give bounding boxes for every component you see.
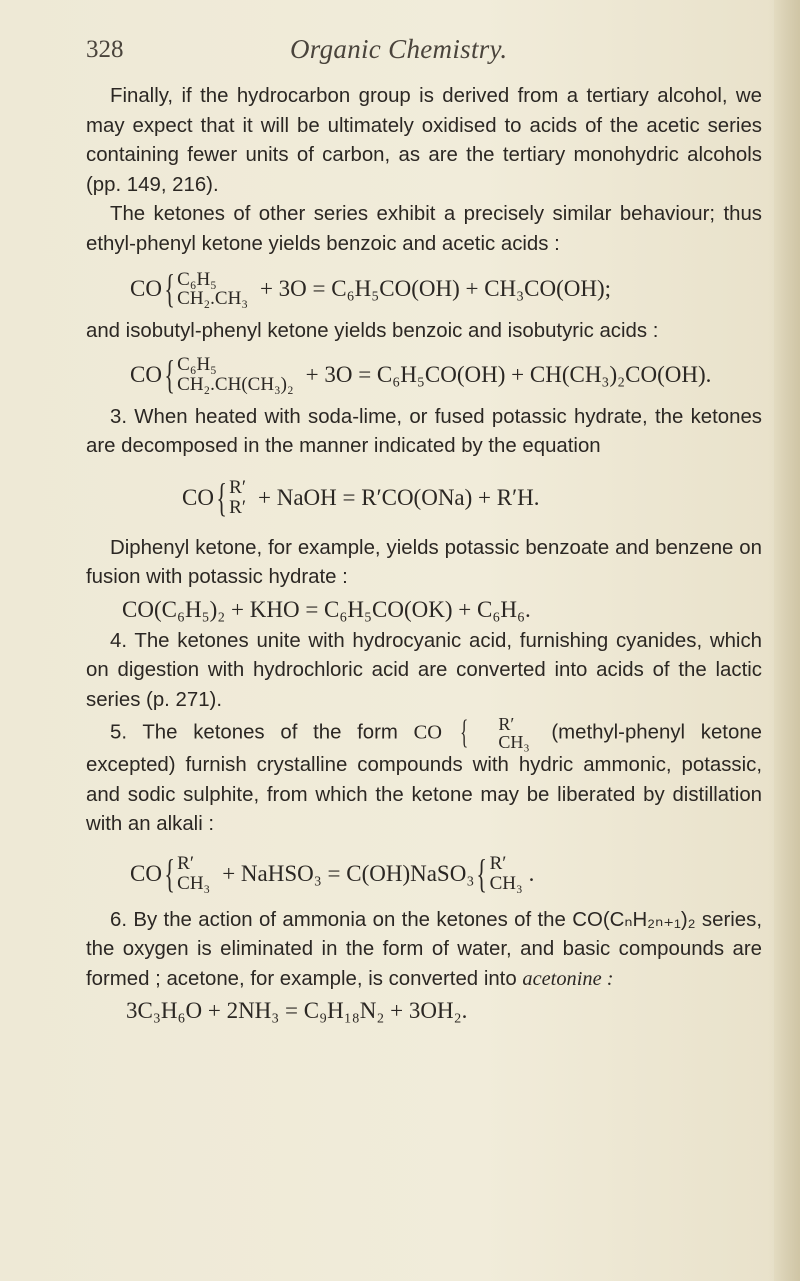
body-text — [86, 82, 762, 1028]
eq5-bottom: CH₃ — [177, 872, 211, 894]
running-head: Organic Chemistry. — [290, 34, 508, 64]
eq2-top: C₆H₅ — [177, 354, 217, 376]
eq1-top: C₆H₅ — [177, 268, 217, 290]
brace-glyph: { — [460, 714, 469, 752]
equation-acetonine: 3C₃H₆O + 2NH₃ = C₉H₁₈N₂ + 3OH₂. — [126, 998, 468, 1024]
eq5-top: R′ — [177, 853, 194, 875]
eq3-rest: + NaOH = R′CO(ONa) + R′H. — [258, 484, 540, 510]
para7-co: CO — [413, 721, 442, 744]
equation-diphenyl-ketone: CO(C₆H₅)₂ + KHO = C₆H₅CO(OK) + C₆H₆. — [122, 596, 531, 622]
brace-glyph: { — [164, 266, 175, 311]
brace-glyph: { — [476, 850, 488, 896]
para7-top: R′ — [498, 714, 515, 734]
para7-bottom: CH₃ — [498, 732, 530, 752]
eq5-middle: + NaHSO₃ = C(OH)NaSO₃ — [222, 860, 475, 886]
page-header — [86, 30, 756, 70]
para7-stack — [474, 715, 529, 751]
eq3-bottom: R′ — [229, 496, 246, 518]
paragraph-other-series: The ketones of other series exhibit a precisely similar behaviour; thus ethyl-phenyl ketone yields benzoic and acetic acids : — [86, 203, 762, 255]
page-number: 328 — [86, 36, 124, 63]
eq3-top: R′ — [229, 477, 246, 499]
eq3-co: CO — [182, 484, 214, 510]
equation-isobutyl-phenyl-ketone — [130, 347, 762, 403]
eq2-bottom: CH₂.CH(CH₃)₂ — [177, 373, 294, 395]
para8-text: 6. By the action of ammonia on the ketones of the CO(CₙH₂ₙ₊₁)₂ series, the oxygen is eliminated in the form of water, and basic compounds are formed ; acetone, for example, is converted into — [86, 908, 762, 990]
para7-intro: 5. The ketones of the form — [110, 721, 398, 744]
para7-rest: (methyl-phenyl ketone excepted) furnish crystalline compounds with hydric ammonic, potassic, and sodic sulphite, from which the ketone may be liberated by distillation with an alkali : — [86, 721, 762, 835]
eq5-end: . — [528, 860, 535, 886]
eq5-top2: R′ — [489, 853, 507, 875]
brace-glyph: { — [164, 850, 175, 896]
paragraph-diphenyl-ketone: Diphenyl ketone, for example, yields potassic benzoate and benzene on fusion with potassic hydrate : — [86, 536, 762, 588]
eq5-stack-left — [177, 854, 210, 893]
eq2-stack — [177, 355, 293, 394]
eq5-co: CO — [130, 860, 162, 886]
paragraph-hydrocyanic: 4. The ketones unite with hydrocyanic acid, furnishing cyanides, which on digestion with hydrochloric acid are converted into acids of the lactic series (p. 271). — [86, 629, 762, 711]
paragraph-sulphite — [86, 715, 762, 840]
eq2-rest: + 3O = C₆H₅CO(OH) + CH(CH₃)₂CO(OH). — [305, 361, 712, 387]
eq3-stack — [229, 478, 246, 517]
eq1-rest: + 3O = C₆H₅CO(OH) + CH₃CO(OH); — [259, 276, 612, 302]
equation-sulphite-compound — [130, 842, 762, 906]
eq5-stack-right — [490, 854, 523, 893]
para8-acetonine: acetonine : — [522, 967, 614, 990]
eq2-co: CO — [130, 361, 162, 387]
eq1-stack — [177, 270, 248, 309]
paragraph-ammonia — [86, 906, 762, 995]
equation-ethyl-phenyl-ketone — [130, 261, 762, 317]
brace-glyph: { — [164, 351, 175, 397]
paragraph-isobutyl: and isobutyl-phenyl ketone yields benzoic and isobutyric acids : — [86, 320, 659, 342]
paragraph-soda-lime: 3. When heated with soda-lime, or fused potassic hydrate, the ketones are decomposed in the manner indicated by the equation — [86, 405, 762, 457]
eq1-bottom: CH₂.CH₃ — [177, 288, 248, 309]
eq5-bottom2: CH₃ — [489, 872, 523, 894]
page-edge — [774, 0, 800, 1281]
eq1-co: CO — [130, 276, 162, 302]
equation-decomposition — [182, 462, 762, 534]
paragraph-tertiary-alcohol: Finally, if the hydrocarbon group is derived from a tertiary alcohol, we may expect that it will be ultimately oxidised to acids of the acetic series containing fewer units of carbon, as are the tertiary monohydric alcohols (pp. 149, 216). — [86, 85, 762, 196]
brace-glyph: { — [216, 474, 227, 520]
